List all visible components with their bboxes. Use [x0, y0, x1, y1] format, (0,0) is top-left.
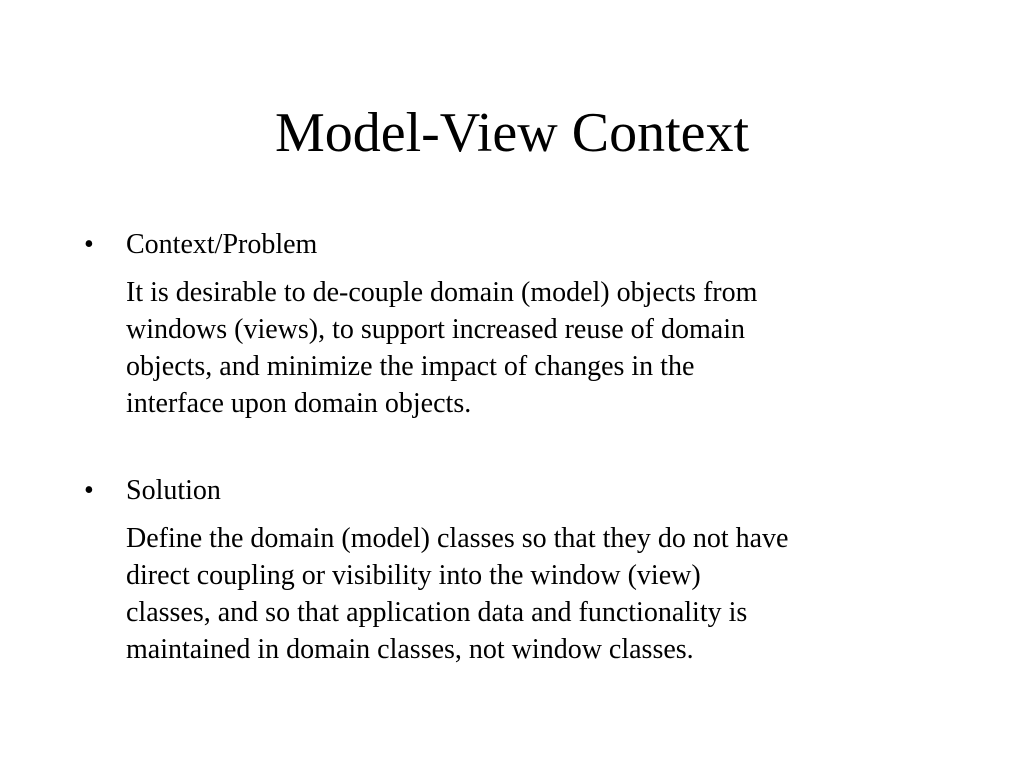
- bullet-heading: Context/Problem: [126, 229, 318, 260]
- body-line: windows (views), to support increased reuse of domain: [126, 314, 745, 345]
- bullet-body: [126, 274, 956, 422]
- bullet-context-problem: [0, 226, 1024, 419]
- bullet-heading: Solution: [126, 475, 221, 506]
- body-line: objects, and minimize the impact of changes in the: [126, 351, 695, 382]
- bullet-heading-row: [0, 472, 1024, 512]
- slide-title: Model-View Context: [274, 102, 750, 164]
- bullet-heading-row: [0, 226, 1024, 266]
- bullet-solution: [0, 472, 1024, 665]
- body-line: maintained in domain classes, not window classes.: [126, 634, 694, 665]
- bullet-marker: •: [84, 229, 94, 260]
- bullet-body: [126, 520, 956, 668]
- body-line: interface upon domain objects.: [126, 388, 472, 419]
- bullet-marker: •: [84, 475, 94, 506]
- body-line: It is desirable to de-couple domain (model) objects from: [126, 277, 758, 308]
- body-line: Define the domain (model) classes so that they do not have: [126, 523, 789, 554]
- body-line: direct coupling or visibility into the window (view): [126, 560, 701, 591]
- body-line: classes, and so that application data and functionality is: [126, 597, 748, 628]
